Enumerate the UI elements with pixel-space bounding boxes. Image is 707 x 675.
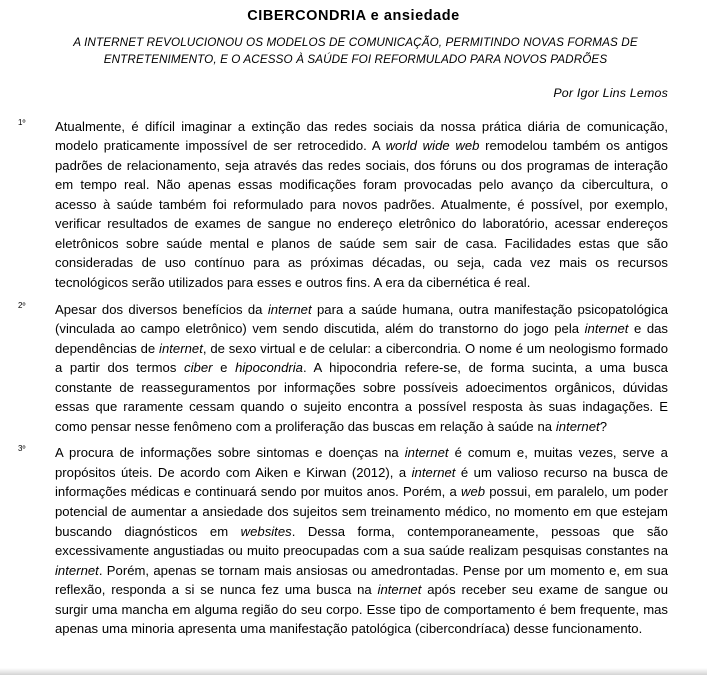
paragraph-number-3: 3º: [18, 444, 26, 454]
paragraph-text: Apesar dos diversos benefícios da internet para a saúde humana, outra manifestação psicopatológica (vinculada ao campo eletrônico) vem sendo discutida, além do transtorno do jogo pela internet e das dependências de internet, de sexo virtual e de celular: a cibercondria. O nome é um neologismo formado a partir dos termos ciber e hipocondria. A hipocondria refere-se, de forma sucinta, a uma busca constante de reasseguramentos por informações sobre possíveis adoecimentos orgânicos, dúvidas essas que raramente cessam quando o sujeito encontra a possível resposta às suas indagações. E como pensar nesse fenômeno com a proliferação das buscas em relação à saúde na internet?: [55, 301, 669, 434]
article-text-block: [0, 100, 707, 639]
paragraph-2: [18, 300, 668, 437]
paragraph-text: Atualmente, é difícil imaginar a extinção das redes sociais da nossa prática diária de comunicação, modelo praticamente impossível de ser retrocedido. A world wide web remodelou também os antigos padrões de relacionamento, seja através das redes sociais, dos fóruns ou dos programas de interação em tempo real. Não apenas essas modificações foram provocadas pelo avanço da cibercultura, o acesso à saúde também foi reformulado para novos padrões. Atualmente, é possível, por exemplo, verificar resultados de exames de sangue no endereço eletrônico do laboratório, acessar endereços eletrônicos sobre saúde mental e planos de saúde sem sair de casa. Facilidades estas que são consideradas de uso contínuo para as próximas décadas, ou seja, cada vez mais os recursos tecnológicos serão utilizados para esses e outros fins. A era da cibernética é real.: [55, 118, 669, 290]
paragraph-3: [18, 443, 668, 638]
paragraph-1: [18, 117, 668, 293]
paragraph-text: A procura de informações sobre sintomas e doenças na internet é comum e, muitas vezes, serve a propósitos úteis. De acordo com Aiken e Kirwan (2012), a internet é um valioso recurso na busca de informações médicas e continuará sendo por muitos anos. Porém, a web possui, em paralelo, um poder potencial de aumentar a ansiedade dos sujeitos sem treinamento médico, no momento em que estejam buscando diagnósticos em websites. Dessa forma, contemporaneamente, pessoas que são excessivamente angustiadas ou muito preocupadas com a sua saúde realizam pesquisas constantes na internet. Porém, apenas se tornam mais ansiosas ou amedrontadas. Pense por um momento e, em sua reflexão, responda a si se nunca fez uma busca na internet após receber seu exame de sangue ou surgir uma mancha em alguma região do seu corpo. Esse tipo de comportamento é bem frequente, mas apenas uma minoria apresenta uma manifestação patológica (cibercondríaca) desse funcionamento.: [55, 445, 668, 637]
document-subtitle: A INTERNET REVOLUCIONOU OS MODELOS DE COMUNICAÇÃO, PERMITINDO NOVAS FORMAS DE ENTRETENIMENTO, E O ACESSO À SAÚDE FOI REFORMULADO PARA NOVOS PADRÕES: [73, 35, 638, 66]
paragraph-number-2: 2º: [18, 300, 26, 310]
page-title: CIBERCONDRIA e ansiedade: [247, 8, 460, 24]
document-byline: Por Igor Lins Lemos: [553, 85, 668, 100]
page-bottom-shadow: [0, 668, 707, 675]
paragraph-number-1: 1º: [18, 117, 26, 127]
